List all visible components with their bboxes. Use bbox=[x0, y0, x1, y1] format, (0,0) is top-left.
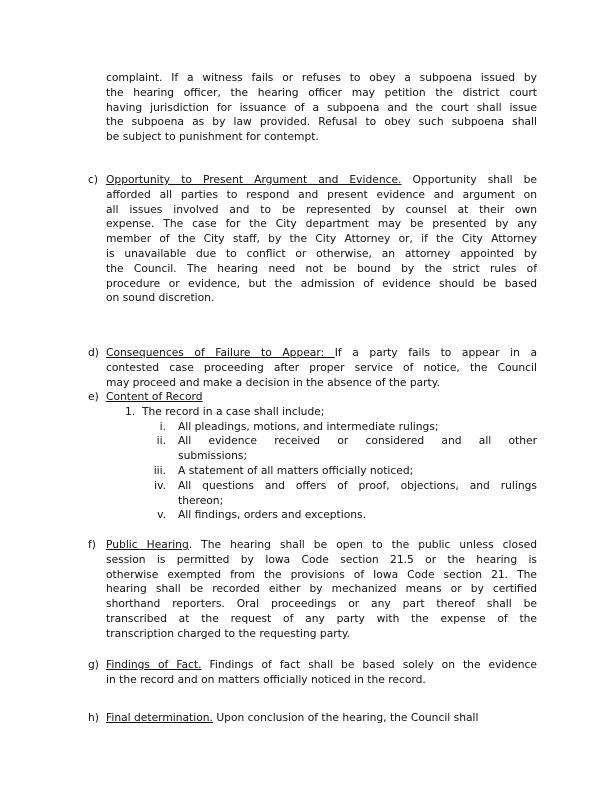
paragraph-line bbox=[106, 390, 537, 405]
paragraph-line: the subpoena as by law provided. Refusal to obey such subpoena shall bbox=[106, 115, 537, 129]
section-text: . The hearing shall be open to the public unless closed bbox=[188, 538, 537, 551]
section-label: h) bbox=[88, 711, 99, 724]
list-item-text: The record in a case shall include; bbox=[142, 404, 325, 418]
paragraph-line: otherwise exempted from the provisions of Iowa Code section 21. The bbox=[106, 567, 537, 581]
section-label: e) bbox=[88, 390, 99, 403]
list-numeral: i. bbox=[159, 419, 166, 433]
section-label: g) bbox=[88, 658, 99, 671]
list-subitem bbox=[178, 420, 537, 435]
list-numeral: v. bbox=[157, 508, 166, 522]
section-text: If a party fails to appear in a bbox=[334, 346, 537, 359]
paragraph-line: submissions; bbox=[178, 449, 248, 463]
section-heading: Opportunity to Present Argument and Evidence. bbox=[106, 173, 402, 186]
paragraph-line: having jurisdiction for issuance of a subpoena and the court shall issue bbox=[106, 100, 537, 114]
paragraph-line: all issues involved and to be represented by counsel at their own bbox=[106, 202, 537, 216]
paragraph-line: in the record and on matters officially noticed in the record. bbox=[106, 672, 426, 686]
paragraph-line: thereon; bbox=[178, 493, 224, 507]
section-label: d) bbox=[88, 346, 99, 359]
paragraph-line: afforded all parties to respond and present evidence and argument on bbox=[106, 187, 537, 201]
paragraph-line: is unavailable due to conflict or otherwise, an attorney appointed by bbox=[106, 246, 537, 260]
paragraph-line: procedure or evidence, but the admission of evidence should be based bbox=[106, 276, 537, 290]
paragraph-line: All pleadings, motions, and intermediate rulings; bbox=[178, 419, 439, 433]
paragraph-line: member of the City staff, by the City Attorney or, if the City Attorney bbox=[106, 232, 537, 246]
section-c bbox=[88, 173, 537, 306]
paragraph-line: complaint. If a witness fails or refuses to obey a subpoena issued by bbox=[106, 71, 537, 84]
paragraph-line bbox=[106, 346, 537, 361]
paragraph-line: A statement of all matters officially noticed; bbox=[178, 464, 414, 477]
paragraph-line: may proceed and make a decision in the absence of the party. bbox=[106, 375, 440, 389]
paragraph-line: expense. The case for the City department may be presented by any bbox=[106, 217, 537, 231]
section-e bbox=[88, 390, 537, 418]
paragraph-line: session is permitted by Iowa Code section 21.5 or the hearing is bbox=[106, 552, 537, 566]
section-h bbox=[88, 711, 537, 726]
paragraph-line: shorthand reporters. Oral proceedings or any part thereof shall be bbox=[106, 597, 537, 611]
paragraph-line bbox=[106, 711, 537, 726]
paragraph-line bbox=[106, 173, 537, 188]
paragraph-line: on sound discretion. bbox=[106, 291, 215, 305]
paragraph-line: All questions and offers of proof, objections, and rulings bbox=[178, 478, 537, 492]
section-label: c) bbox=[88, 173, 99, 186]
list-numeral: iii. bbox=[153, 464, 166, 477]
list-numeral: ii. bbox=[156, 434, 166, 448]
paragraph-line: hearing shall be recorded either by mechanized means or by certified bbox=[106, 582, 537, 596]
section-f bbox=[88, 538, 537, 642]
section-text: Upon conclusion of the hearing, the Council shall bbox=[212, 711, 479, 724]
paragraph-line: All findings, orders and exceptions. bbox=[178, 508, 366, 522]
section-heading: Final determination. bbox=[106, 711, 213, 724]
section-heading: Public Hearing bbox=[106, 538, 189, 551]
paragraph-line: the Council. The hearing need not be bound by the strict rules of bbox=[106, 261, 537, 275]
paragraph-line: transcribed at the request of any party with the expense of the bbox=[106, 611, 537, 625]
list-subitem bbox=[178, 464, 537, 479]
list-subitem bbox=[178, 434, 537, 464]
paragraph-line: be subject to punishment for contempt. bbox=[106, 130, 319, 144]
paragraph-line: contested case proceeding after proper service of notice, the Council bbox=[106, 360, 537, 374]
paragraph-line: All evidence received or considered and all other bbox=[178, 434, 537, 448]
list-subitem bbox=[178, 479, 537, 509]
section-heading: Findings of Fact. bbox=[106, 658, 202, 671]
section-text: Opportunity shall be bbox=[401, 173, 537, 186]
section-text: Findings of fact shall be based solely on the evidence bbox=[201, 658, 537, 671]
section-g bbox=[88, 658, 537, 688]
paragraph-line bbox=[106, 538, 537, 553]
paragraph-line: the hearing officer, the hearing officer may petition the district court bbox=[106, 85, 537, 99]
section-heading: Content of Record bbox=[106, 390, 203, 403]
list-numeral: iv. bbox=[154, 478, 166, 492]
intro-paragraph bbox=[106, 71, 537, 145]
section-d bbox=[88, 346, 537, 390]
list-number: 1. bbox=[125, 404, 136, 418]
section-heading: Consequences of Failure to Appear: bbox=[106, 346, 335, 359]
paragraph-line: transcription charged to the requesting party. bbox=[106, 626, 351, 640]
section-label: f) bbox=[88, 538, 96, 551]
paragraph-line bbox=[106, 658, 537, 673]
list-subitem bbox=[178, 508, 537, 523]
